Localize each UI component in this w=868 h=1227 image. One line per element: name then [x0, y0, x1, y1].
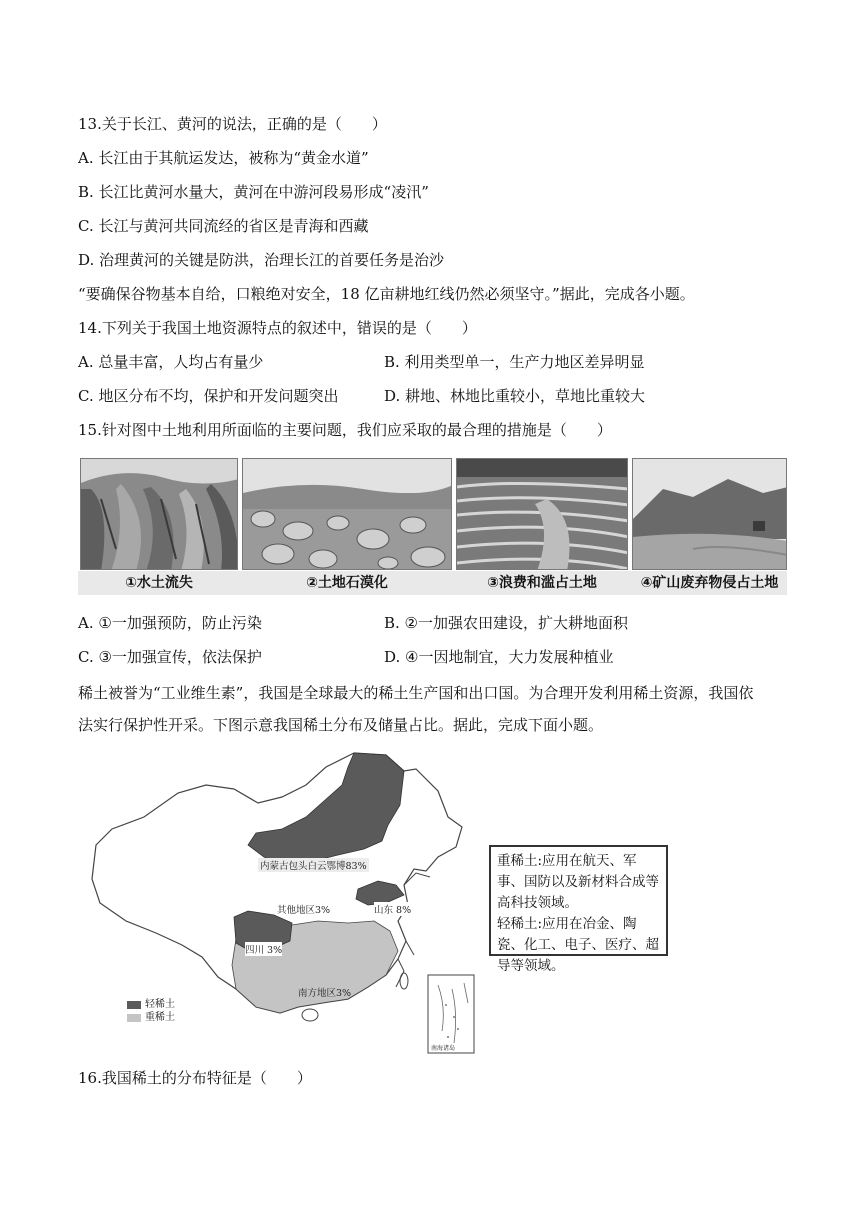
- label-south-sea-islands: 南海诸岛: [431, 1045, 456, 1052]
- caption-2: ②土地石漠化: [306, 575, 388, 591]
- q14-option-a: A. 总量丰富，人均占有量少: [78, 353, 264, 371]
- intro-paragraph-2-line-1: 稀土被誉为“工业维生素”，我国是全球最大的稀土生产国和出口国。为合理开发利用稀土资源，我国依: [78, 684, 754, 702]
- heavy-ree-swatch: [127, 1014, 141, 1022]
- caption-1: ①水土流失: [125, 575, 193, 591]
- q15-option-d: D. ④一因地制宜，大力发展种植业: [384, 648, 614, 666]
- caption-4: ④矿山废弃物侵占土地: [640, 575, 779, 591]
- photo-mine-waste: [632, 458, 787, 570]
- label-south-region: 南方地区3%: [298, 988, 352, 999]
- light-ree-label: 轻稀土: [145, 999, 175, 1010]
- heavy-ree-label: 重稀土: [145, 1012, 175, 1023]
- map-key-heavy-ree: [127, 1008, 175, 1023]
- q15-option-a: A. ①一加强预防，防止污染: [78, 614, 262, 632]
- info-light-ree: 轻稀土:应用在冶金、陶瓷、化工、电子、医疗、超导等领域。: [497, 916, 659, 974]
- label-other-regions: 其他地区3%: [277, 905, 331, 916]
- label-shandong: 山东 8%: [374, 902, 411, 916]
- q13-stem: 13.关于长江、黄河的说法，正确的是（ ）: [78, 115, 387, 133]
- intro-paragraph-1: “要确保谷物基本自给，口粮绝对安全，18 亿亩耕地红线仍然必须坚守。”据此，完成各小题。: [78, 285, 695, 303]
- q13-option-a: A. 长江由于其航运发达，被称为“黄金水道”: [78, 149, 369, 167]
- q14-option-b: B. 利用类型单一，生产力地区差异明显: [384, 353, 645, 371]
- q16-stem: 16.我国稀土的分布特征是（ ）: [78, 1069, 312, 1087]
- photo-soil-erosion: [80, 458, 238, 570]
- photo-rocky-desertification: [242, 458, 452, 570]
- q14-stem: 14.下列关于我国土地资源特点的叙述中，错误的是（ ）: [78, 319, 477, 337]
- q13-option-b: B. 长江比黄河水量大，黄河在中游河段易形成“凌汛”: [78, 183, 429, 201]
- q14-option-d: D. 耕地、林地比重较小，草地比重较大: [384, 387, 646, 405]
- caption-3: ③浪费和滥占土地: [487, 575, 597, 591]
- q15-stem: 15.针对图中土地利用所面临的主要问题，我们应采取的最合理的措施是（ ）: [78, 421, 612, 439]
- rare-earth-info-box: [489, 845, 668, 974]
- q13-option-d: D. 治理黄河的关键是防洪，治理长江的首要任务是治沙: [78, 251, 445, 269]
- label-sichuan: 四川 3%: [245, 942, 282, 956]
- q15-option-b: B. ②一加强农田建设，扩大耕地面积: [384, 614, 629, 632]
- intro-paragraph-2-line-2: 法实行保护性开采。下图示意我国稀土分布及储量占比。据此，完成下面小题。: [78, 716, 604, 734]
- q14-option-c: C. 地区分布不均，保护和开发问题突出: [78, 387, 339, 405]
- q15-option-c: C. ③一加强宣传，依法保护: [78, 648, 262, 666]
- photo-wasted-land: [456, 458, 628, 570]
- info-heavy-ree: 重稀土:应用在航天、军事、国防以及新材料合成等高科技领域。: [497, 853, 659, 911]
- label-inner-mongolia: 内蒙古包头白云鄂博83%: [258, 858, 369, 872]
- q13-option-c: C. 长江与黄河共同流经的省区是青海和西藏: [78, 217, 369, 235]
